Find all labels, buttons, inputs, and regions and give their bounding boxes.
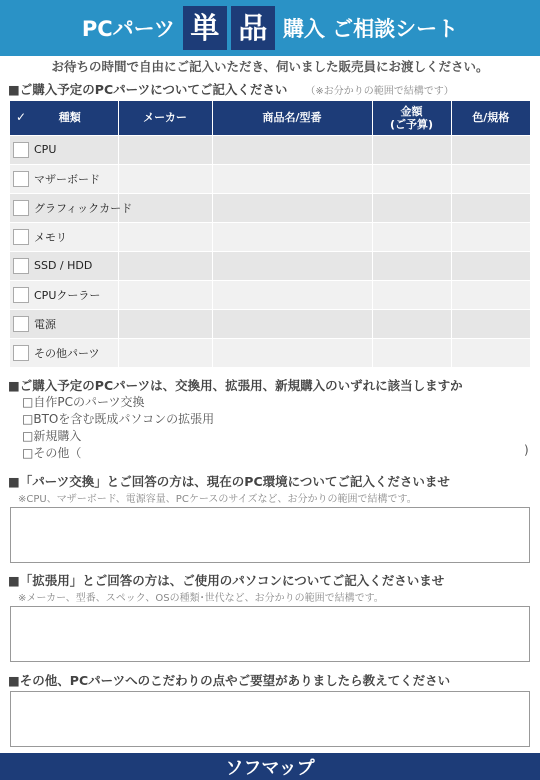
section3-title: ■「パーツ交換」とご回答の方は、現在のPC環境についてご記入くださいませ [8, 474, 450, 489]
cell-type [10, 251, 118, 280]
cell-model[interactable] [212, 164, 372, 193]
parts-table [10, 101, 530, 367]
other-close-paren: ) [524, 443, 529, 457]
cell-spec[interactable] [451, 135, 530, 164]
current-pc-env-field[interactable] [10, 507, 530, 563]
cell-price[interactable] [372, 280, 451, 309]
section3-sub: ※CPU、マザーボード、電源容量、PCケースのサイズなど、お分かりの範囲で結構です。 [18, 494, 417, 505]
cell-model[interactable] [212, 309, 372, 338]
pc-in-use-field[interactable] [10, 606, 530, 662]
cell-spec[interactable] [451, 280, 530, 309]
section1-heading [8, 80, 454, 98]
section1-note: （※お分かりの範囲で結構です） [305, 86, 454, 97]
col-model: 商品名/型番 [212, 101, 372, 135]
cell-price[interactable] [372, 193, 451, 222]
row-checkbox[interactable] [13, 171, 29, 187]
cell-type [10, 193, 133, 222]
header-suffix: 購入 ご相談シート [282, 17, 459, 41]
cell-price[interactable] [372, 251, 451, 280]
cell-spec[interactable] [451, 251, 530, 280]
section1-title: ■ご購入予定のPCパーツについてご記入ください [8, 82, 288, 97]
cell-maker[interactable] [118, 164, 212, 193]
cell-type [10, 222, 118, 251]
table-row [10, 251, 530, 280]
cell-type [10, 280, 118, 309]
header-char-box-1: 単 [183, 6, 227, 50]
check-icon: ✓ [15, 110, 27, 125]
cell-spec[interactable] [451, 338, 530, 367]
section2-title: ■ご購入予定のPCパーツは、交換用、拡張用、新規購入のいずれに該当しますか [8, 378, 463, 393]
cell-model[interactable] [212, 222, 372, 251]
col-budget-label: (ご予算) [389, 117, 434, 131]
col-price [372, 101, 451, 135]
table-row [10, 222, 530, 251]
cell-spec[interactable] [451, 164, 530, 193]
cell-type [10, 338, 118, 367]
cell-type [10, 164, 118, 193]
cell-price[interactable] [372, 338, 451, 367]
cell-model[interactable] [212, 193, 372, 222]
cell-price[interactable] [372, 309, 451, 338]
cell-spec[interactable] [451, 193, 530, 222]
option-parts-exchange[interactable]: □自作PCのパーツ交換 [22, 395, 145, 409]
cell-model[interactable] [212, 135, 372, 164]
cell-maker[interactable] [118, 135, 212, 164]
cell-type [10, 135, 118, 164]
section5-title: ■その他、PCパーツへのこだわりの点やご要望がありましたら教えてください [8, 673, 451, 688]
cell-maker[interactable] [118, 222, 212, 251]
cell-maker[interactable] [118, 338, 212, 367]
footer-bar [0, 753, 540, 780]
cell-maker[interactable] [118, 280, 212, 309]
row-checkbox[interactable] [13, 229, 29, 245]
cell-maker[interactable] [118, 309, 212, 338]
option-bto-expansion[interactable]: □BTOを含む既成パソコンの拡張用 [22, 412, 215, 426]
col-spec: 色/規格 [451, 101, 530, 135]
cell-spec[interactable] [451, 222, 530, 251]
header-char-box-2: 品 [231, 6, 275, 50]
row-label: メモリ [34, 230, 67, 244]
row-label: CPU [34, 143, 57, 156]
cell-price[interactable] [372, 164, 451, 193]
row-checkbox[interactable] [13, 316, 29, 332]
row-label: マザーボード [34, 172, 100, 186]
col-maker: メーカー [118, 101, 212, 135]
cell-price[interactable] [372, 135, 451, 164]
col-price-label: 金額 [400, 104, 423, 118]
row-checkbox[interactable] [13, 200, 29, 216]
cell-model[interactable] [212, 280, 372, 309]
row-label: CPUクーラー [34, 288, 101, 302]
requests-field[interactable] [10, 691, 530, 747]
option-other[interactable]: □その他（ [22, 446, 82, 460]
option-new-purchase[interactable]: □新規購入 [22, 429, 82, 443]
table-row [10, 309, 530, 338]
row-label: その他パーツ [34, 346, 100, 360]
table-row [10, 338, 530, 367]
col-type [10, 101, 118, 135]
row-checkbox[interactable] [13, 258, 29, 274]
table-row [10, 193, 530, 222]
table-row [10, 135, 530, 164]
table-header-row [10, 101, 530, 135]
col-type-label: 種類 [58, 111, 81, 125]
cell-price[interactable] [372, 222, 451, 251]
sofmap-logo: ソフマップ [225, 757, 315, 779]
header-prefix: PCパーツ [81, 17, 175, 41]
row-checkbox[interactable] [13, 287, 29, 303]
section4-sub: ※メーカー、型番、スペック、OSの種類･世代など、お分かりの範囲で結構です。 [18, 593, 384, 604]
row-label: SSD / HDD [34, 259, 93, 272]
cell-maker[interactable] [118, 251, 212, 280]
header-banner [0, 0, 540, 56]
table-row [10, 164, 530, 193]
section4-title: ■「拡張用」とご回答の方は、ご使用のパソコンについてご記入くださいませ [8, 573, 445, 588]
cell-spec[interactable] [451, 309, 530, 338]
table-row [10, 280, 530, 309]
cell-type [10, 309, 118, 338]
row-label: グラフィックカード [34, 201, 133, 215]
row-checkbox[interactable] [13, 142, 29, 158]
cell-model[interactable] [212, 338, 372, 367]
row-label: 電源 [34, 317, 56, 331]
cell-model[interactable] [212, 251, 372, 280]
intro-text: お待ちの時間で自由にご記入いただき、伺いました販売員にお渡しください。 [51, 59, 489, 74]
row-checkbox[interactable] [13, 345, 29, 361]
